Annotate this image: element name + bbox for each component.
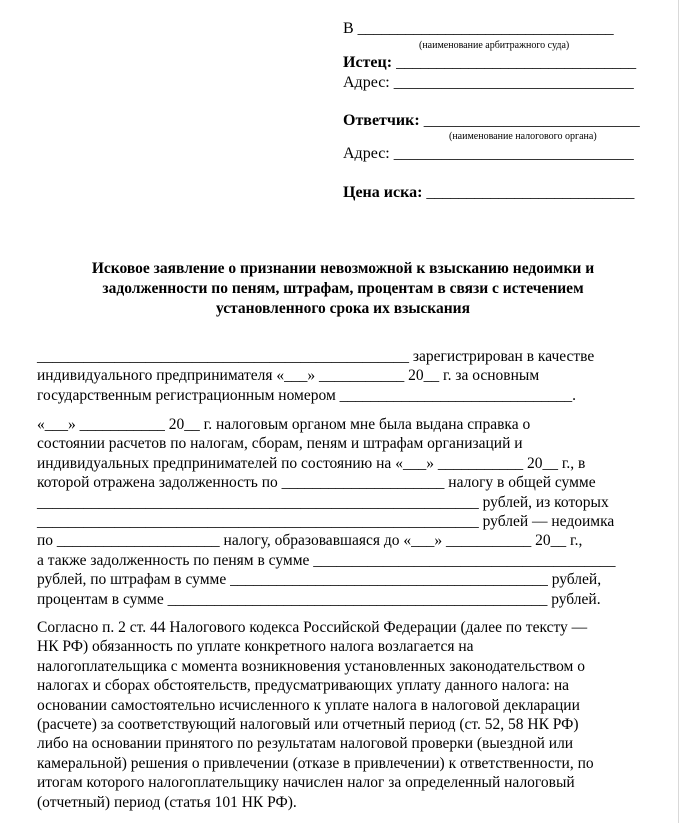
- paragraph-line: налогах и сборах обстоятельств, предусматривающих уплату данного налога: на: [37, 677, 570, 695]
- title-line: Исковое заявление о признании невозможной к взысканию недоимки и: [91, 260, 595, 277]
- document-title: [40, 259, 646, 319]
- paragraph-line: состоянии расчетов по налогам, сборам, пеням и штрафам организаций и: [37, 435, 523, 453]
- defendant-line: [343, 112, 640, 130]
- paragraph-line: основании самостоятельно исчисленного к уплате налога в налоговой декларации: [37, 696, 580, 714]
- defendant-address: Адрес: ______________________________: [343, 145, 634, 162]
- paragraph-line: либо на основании принятого по результатам налоговой проверки (выездной или: [37, 735, 574, 753]
- paragraph-line: камеральной) решения о привлечении (отказе в привлечении) к ответственности, по: [37, 754, 594, 772]
- paragraph-line: итогам которого налогоплательщику начислен налог за определенный налоговый: [37, 774, 575, 792]
- defendant-blank: ___________________________: [419, 112, 640, 129]
- paragraph-line: ________________________________________________ зарегистрирован в качестве: [37, 348, 595, 365]
- claim-price-label: Цена иска:: [343, 184, 423, 201]
- plaintiff-line: [343, 54, 636, 72]
- claim-price-blank: __________________________: [422, 184, 635, 201]
- paragraph-line: процентам в сумме _________________________________________________ рублей.: [37, 590, 601, 608]
- defendant-label: Ответчик:: [343, 112, 420, 129]
- title-line: задолженности по пеням, штрафам, процентам в связи с истечением: [102, 280, 584, 297]
- claim-price-line: [343, 184, 634, 202]
- paragraph-line: индивидуального предпринимателя «___» ___________ 20__ г. за основным: [37, 367, 540, 385]
- paragraph-line: НК РФ) обязанность по уплате конкретного налога возлагается на: [37, 638, 474, 656]
- paragraph-line: _________________________________________________________ рублей, из которых: [37, 493, 609, 511]
- paragraph-line: (расчете) за соответствующий налоговый или отчетный период (ст. 52, 58 НК РФ): [37, 716, 579, 734]
- paragraph-line: (отчетный) период (статья 101 НК РФ).: [37, 793, 297, 811]
- title-line: установленного срока их взыскания: [215, 300, 471, 317]
- plaintiff-blank: ______________________________: [392, 54, 637, 71]
- paragraph-line: _________________________________________________________ рублей — недоимка: [37, 513, 615, 531]
- paragraph-line: Согласно п. 2 ст. 44 Налогового кодекса Российской Федерации (далее по тексту —: [37, 619, 588, 636]
- defendant-caption: (наименование налогового органа): [449, 131, 597, 142]
- paragraph-registration: [37, 347, 594, 405]
- paragraph-line: по _____________________ налогу, образовавшаяся до «___» ___________ 20__ г.,: [37, 532, 583, 550]
- paragraph-line: индивидуальных предпринимателей по состоянию на «___» ___________ 20__ г., в: [37, 454, 586, 472]
- paragraph-line: а также задолженность по пеням в сумме _______________________________________: [37, 551, 616, 569]
- paragraph-tax-certificate: [37, 415, 616, 609]
- paragraph-line: которой отражена задолженность по _____________________ налогу в общей сумме: [37, 474, 596, 492]
- paragraph-line: государственным регистрационным номером ______________________________.: [37, 386, 577, 404]
- court-line: В ________________________________: [343, 20, 614, 37]
- paragraph-tax-code: [37, 618, 594, 812]
- plaintiff-label: Истец:: [343, 54, 393, 71]
- paragraph-line: рублей, по штрафам в сумме _________________________________________ рублей,: [37, 571, 602, 589]
- paragraph-line: «___» ___________ 20__ г. налоговым органом мне была выдана справка о: [37, 416, 531, 433]
- paragraph-line: налогоплательщика с момента возникновения установленных законодательством о: [37, 657, 585, 675]
- plaintiff-address: Адрес: ______________________________: [343, 74, 634, 91]
- court-caption: (наименование арбитражного суда): [419, 40, 570, 51]
